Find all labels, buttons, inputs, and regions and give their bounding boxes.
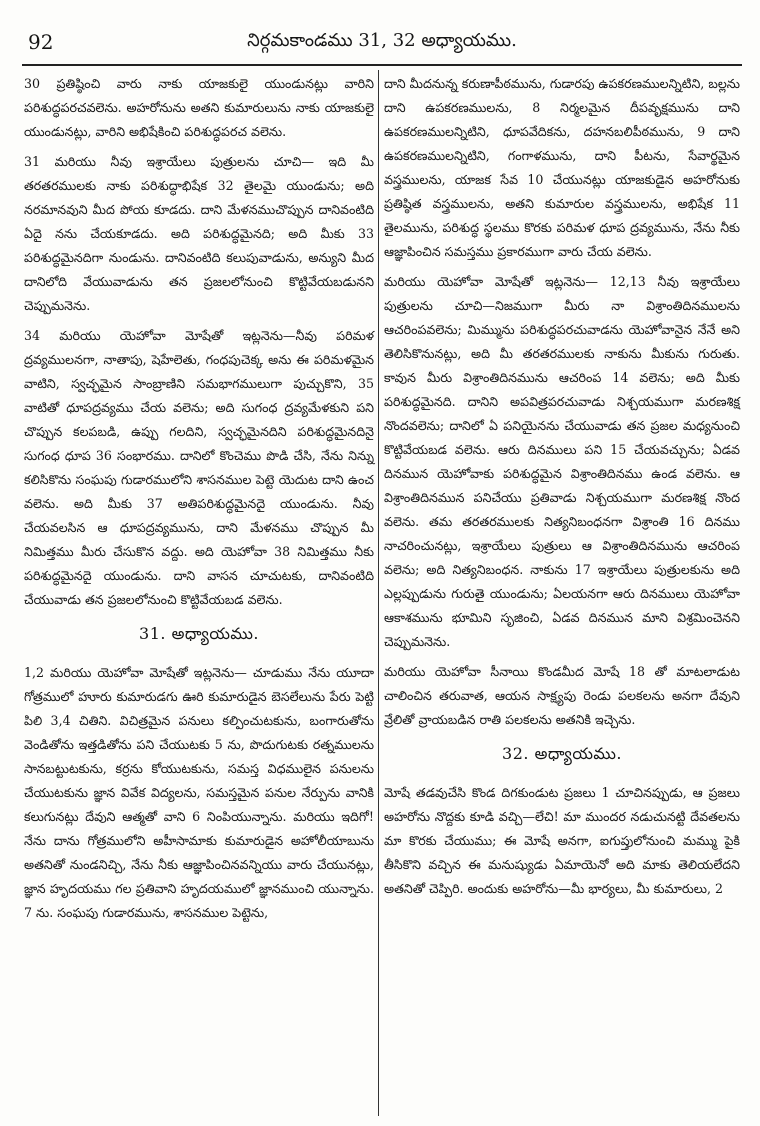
page-header — [22, 22, 742, 62]
chapter-heading: 31. అధ్యాయము. — [139, 624, 259, 643]
verse-paragraph: 31 మరియు నీవు ఇశ్రాయేలు పుత్రులను చూచి— ఇది మీ తరతరములకు నాకు పరిశుద్ధాభిషేక 32 తైలమై యుండును; అది నరమానవుని మీద పోయ కూడదు. దాని మేళనముచొప్పున దానివంటిది ఏదై నను చేయకూడదు. అది పరిశుద్ధమైనది; అది మీకు 33 పరిశుద్ధమైనదిగా నుండును. దానివంటిది కలుపువాడును, అన్యుని మీద దానిలోది వేయువాడును తన ప్రజలలోనుంచి కొట్టివేయబడునని చెప్పుమనెను. — [24, 154, 374, 313]
verse-paragraph: 30 ప్రతిష్ఠించి వారు నాకు యాజకులై యుండునట్లు వారిని పరిశుద్ధపరచవలెను. అహరోనును అతని కుమారులును నాకు యాజకులై యుండునట్లు, వారిని అభిషేకించి పరిశుద్ధపరచ వలెను. — [24, 76, 374, 139]
verse-paragraph: మరియు యెహోవా సీనాయి కొండమీద మోషే 18 తో మాటలాడుట చాలించిన తరువాత, ఆయన సాక్ష్యపు రెండు పలకలను అనగా దేవుని వ్రేలితో వ్రాయబడిన రాతి పలకలను అతనికి ఇచ్చెను. — [384, 664, 740, 727]
verse-paragraph: 34 మరియు యెహోవా మోషేతో ఇట్లనెను—నీవు పరిమళ ద్రవ్యములనగా, నాతాపు, షెహేలెతు, గంధపుచెక్క అను ఈ పరిమళమైన వాటిని, స్వచ్ఛమైన సాంబ్రాణిని సమభాగములుగా పుచ్చుకొని, 35 వాటితో ధూపద్రవ్యము చేయ వలెను; అది సుగంధ ద్రవ్యమేళకుని పని చొప్పున కలపబడి, ఉప్పు గలదిని, స్వచ్ఛమైనదిని పరిశుద్ధమైనదినై సుగంధ ధూప 36 సంభారము. దానిలో కొంచెము పొడి చేసి, నేను నిన్ను కలిసికొను సంఘపు గుడారములోని శాసనముల పెట్టె యెదుట దాని ఉంచ వలెను. అది మీకు 37 అతిపరిశుద్ధమైనదై యుండును. నీవు చేయవలసిన ఆ ధూపద్రవ్యమును, దాని మేళనము చొప్పున మీ నిమిత్తము మీరు చేసుకొన వద్దు. అది యెహోవా 38 నిమిత్తము నీకు పరిశుద్ధమైనదై యుండును. దాని వాసన చూచుటకు, దానివంటిది చేయువాడు తన ప్రజలలోనుంచి కొట్టివేయబడ వలెను. — [24, 328, 374, 607]
column-divider — [378, 70, 379, 1116]
verse-paragraph: మరియు యెహోవా మోషేతో ఇట్లనెను— 12,13 నీవు ఇశ్రాయేలు పుత్రులను చూచి—నిజముగా మీరు నా విశ్రాంతిదినములను ఆచరింపవలెను; మిమ్మును పరిశుద్ధపరచువాడను యెహోవానైన నేనే అని తెలిసికొనునట్లు, అది మీ తరతరములకు నాకును మీకును గురుతు. కావున మీరు విశ్రాంతిదినమును ఆచరింప 14 వలెను; అది మీకు పరిశుద్ధమైనది. దానిని అపవిత్రపరచువాడు నిశ్చయముగా మరణశిక్ష నొందవలెను; దానిలో ఏ పనియైనను చేయువాడు తన ప్రజల మధ్యనుంచి కొట్టివేయబడ వలెను. ఆరు దినములు పని 15 చేయవచ్చును; ఏడవ దినమున యెహోవాకు పరిశుద్ధమైన విశ్రాంతిదినము ఉండ వలెను. ఆ విశ్రాంతిదినమున పనిచేయు ప్రతివాడు నిశ్చయముగా మరణశిక్ష నొంద వలెను. తమ తరతరములకు నిత్యనిబంధనగా విశ్రాంతి 16 దినము నాచరించునట్లు, ఇశ్రాయేలు పుత్రులు ఆ విశ్రాంతిదినమును ఆచరింప వలెను; అది నిత్యనిబంధన. నాకును 17 ఇశ్రాయేలు పుత్రులకును అది ఎల్లప్పుడును గురుతై యుండును; ఏలయనగా ఆరు దినములు యెహోవా ఆకాశమును భూమిని సృజించి, ఏడవ దినమున మాని విశ్రమించెనని చెప్పుమనెను. — [384, 274, 740, 649]
verse-paragraph: 1,2 మరియు యెహోవా మోషేతో ఇట్లనెను— చూడుము నేను యూదా గోత్రములో హూరు కుమారుడగు ఊరి కుమారుడైన బెసలేలును పేరు పెట్టి పిలి 3,4 చితిని. విచిత్రమైన పనులు కల్పించుటకును, బంగారుతోను వెండితోను ఇత్తడితోను పని చేయుటకు 5 ను, పొదుగుటకు రత్నములను సానబట్టుటకును, కర్రను కోయుటకును, సమస్త విధములైన పనులను చేయుటకును జ్ఞాన వివేక విద్యలను, సమస్తమైన పనుల నేర్పును వానికి కలుగునట్లు దేవుని ఆత్మతో వాని 6 నింపియున్నాను. మరియు ఇదిగో! నేను దాను గోత్రములోని అహీసామాకు కుమారుడైన అహోలీయాబును అతనితో నుండనిచ్చి, నేను నీకు ఆజ్ఞాపించినవన్నియు వారు చేయునట్లు, జ్ఞాన హృదయము గల ప్రతివాని హృదయములో జ్ఞానముంచి యున్నాను. 7 ను. సంఘపు గుడారమును, శాసనముల పెట్టెను, — [24, 665, 374, 920]
page-number: 92 — [28, 30, 54, 54]
header-rule — [22, 64, 742, 66]
running-title: నిర్గమకాండము 31, 32 అధ్యాయము. — [247, 30, 517, 51]
verse-paragraph: దాని మీదనున్న కరుణాపీఠమును, గుడారపు ఉపకరణములన్నిటిని, బల్లను దాని ఉపకరణములను, 8 నిర్మలమైన దీపవృక్షమును దాని ఉపకరణములన్నిటిని, ధూపవేదికను, దహనబలిపీఠమును, 9 దాని ఉపకరణములన్నిటిని, గంగాళమును, దాని పీటను, సేవార్థమైన వస్త్రములను, యాజక సేవ 10 చేయునట్లు యాజకుడైన అహరోనుకు ప్రతిష్ఠిత వస్త్రములను, అతని కుమారుల వస్త్రములను, అభిషేక 11 తైలమును, పరిశుద్ధ స్థలము కొరకు పరిమళ ధూప ద్రవ్యమును, నేను నీకు ఆజ్ఞాపించిన సమస్తము ప్రకారముగా వారు చేయ వలెను. — [384, 76, 740, 259]
chapter-heading: 32. అధ్యాయము. — [502, 744, 622, 763]
left-column — [24, 72, 374, 1116]
right-column — [384, 72, 740, 1116]
verse-paragraph: మోషే తడవుచేసి కొండ దిగకుండుట ప్రజలు 1 చూచినప్పుడు, ఆ ప్రజలు అహరోను నొద్దకు కూడి వచ్చి—లేచి! మా ముందర నడుచునట్టి దేవతలను మా కొరకు చేయుము; ఈ మోషే అనగా, ఐగుప్తులోనుంచి మమ్ము పైకి తీసికొని వచ్చిన ఈ మనుష్యుడు ఏమాయెనో అది మాకు తెలియలేదని అతనితో చెప్పిరి. అందుకు అహరోను—మీ భార్యలు, మీ కుమారులు, 2 — [384, 785, 740, 896]
